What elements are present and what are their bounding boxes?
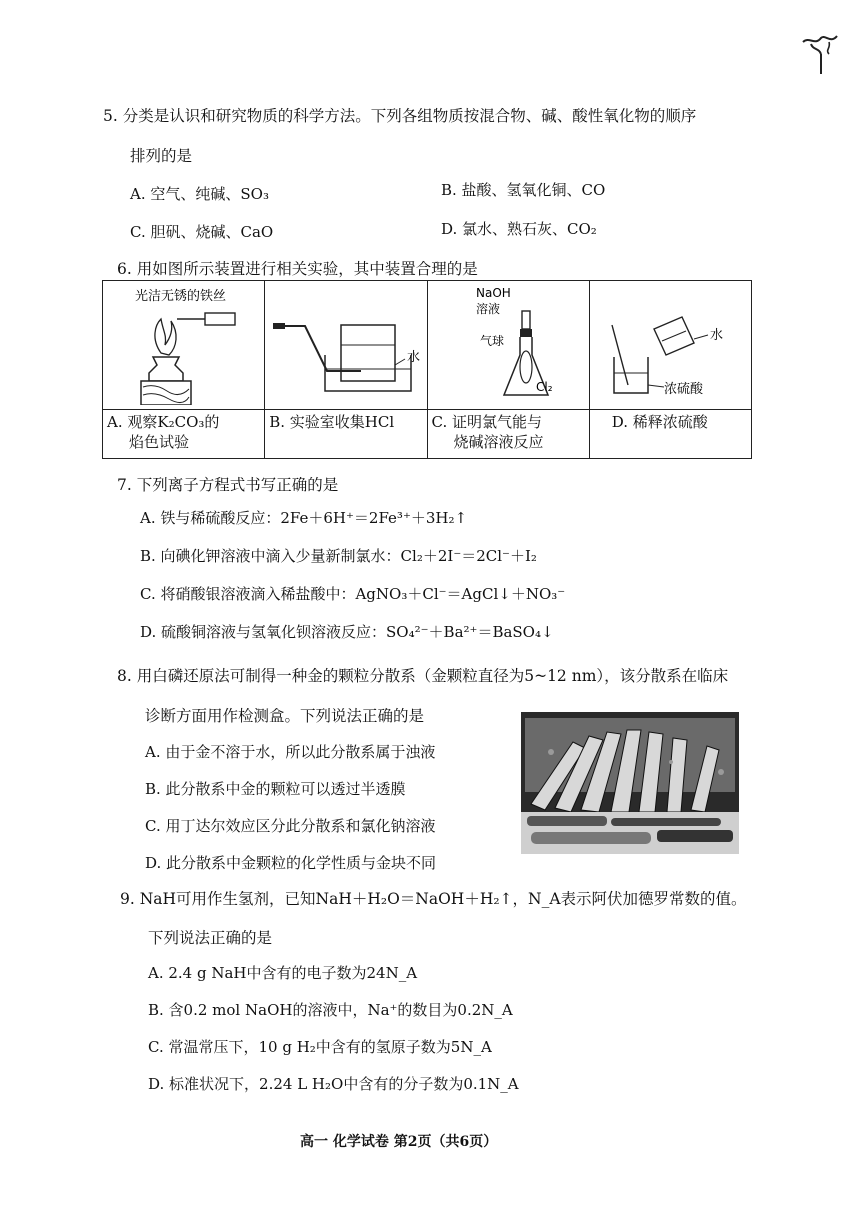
q6-caption-d-line1: D. 稀释浓硫酸 bbox=[611, 413, 708, 431]
fig-b-label-water: 水 bbox=[407, 350, 421, 365]
fig-d-dilute-sulfuric-acid bbox=[589, 281, 751, 410]
fig-c-drawing bbox=[428, 281, 590, 405]
fig-c-label-solution: 溶液 bbox=[475, 302, 500, 316]
q9-stem-line1: 9. NaH可用作生氢剂，已知NaH＋H₂O＝NaOH＋H₂↑，N_A表示阿伏加德罗常数的值。 bbox=[120, 890, 747, 908]
corner-handwritten-mark bbox=[795, 30, 845, 80]
q8-test-kit-photo bbox=[521, 712, 739, 854]
q6-caption-a-line1: A. 观察K₂CO₃的 bbox=[107, 413, 220, 431]
fig-c-label-balloon: 气球 bbox=[479, 334, 504, 348]
q8-stem-line2: 诊断方面用作检测盒。下列说法正确的是 bbox=[145, 707, 425, 725]
q6-caption-d bbox=[589, 410, 751, 459]
q6-caption-c-line2: 烧碱溶液反应 bbox=[453, 433, 544, 451]
q6-caption-c bbox=[427, 410, 589, 459]
q6-caption-a-line2: 焰色试验 bbox=[129, 433, 190, 451]
fig-c-label-naoh: NaOH bbox=[475, 286, 511, 300]
q9-option-c: C. 常温常压下，10 g H₂中含有的氢原子数为5N_A bbox=[148, 1038, 492, 1056]
q6-caption-a bbox=[103, 410, 265, 459]
q7-option-d: D. 硫酸铜溶液与氢氧化钡溶液反应：SO₄²⁻＋Ba²⁺＝BaSO₄↓ bbox=[140, 623, 554, 641]
q9-option-a: A. 2.4 g NaH中含有的电子数为24N_A bbox=[148, 964, 418, 982]
q6-stem: 6. 用如图所示装置进行相关实验，其中装置合理的是 bbox=[117, 260, 478, 278]
fig-b-drawing bbox=[265, 281, 429, 405]
fig-a-label: 光洁无锈的铁丝 bbox=[135, 289, 227, 304]
q8-option-a: A. 由于金不溶于水，所以此分散系属于浊液 bbox=[145, 743, 436, 761]
q7-option-b: B. 向碘化钾溶液中滴入少量新制氯水：Cl₂＋2I⁻＝2Cl⁻＋I₂ bbox=[140, 547, 537, 565]
q5-option-b: B. 盐酸、氢氧化铜、CO bbox=[441, 181, 606, 199]
page-footer: 高一 化学试卷 第2页（共6页） bbox=[300, 1134, 498, 1150]
fig-d-label-water: 水 bbox=[709, 328, 723, 343]
q7-stem: 7. 下列离子方程式书写正确的是 bbox=[117, 476, 339, 494]
fig-a-flame-test bbox=[103, 281, 265, 410]
fig-d-drawing bbox=[590, 281, 750, 405]
q7-option-c: C. 将硝酸银溶液滴入稀盐酸中：AgNO₃＋Cl⁻＝AgCl↓＋NO₃⁻ bbox=[140, 585, 566, 603]
fig-b-gas-collection bbox=[265, 281, 427, 410]
fig-d-label-acid: 浓硫酸 bbox=[663, 382, 703, 397]
q6-caption-b bbox=[265, 410, 427, 459]
q5-stem-line1: 5. 分类是认识和研究物质的科学方法。下列各组物质按混合物、碱、酸性氧化物的顺序 bbox=[103, 107, 697, 125]
q9-stem-line2: 下列说法正确的是 bbox=[148, 929, 273, 947]
q5-option-a: A. 空气、纯碱、SO₃ bbox=[130, 185, 269, 203]
q6-caption-c-line1: C. 证明氯气能与 bbox=[431, 413, 542, 431]
q5-option-d: D. 氯水、熟石灰、CO₂ bbox=[441, 220, 597, 238]
q8-option-c: C. 用丁达尔效应区分此分散系和氯化钠溶液 bbox=[145, 817, 436, 835]
q8-option-b: B. 此分散系中金的颗粒可以透过半透膜 bbox=[145, 780, 406, 798]
q9-option-b: B. 含0.2 mol NaOH的溶液中，Na⁺的数目为0.2N_A bbox=[148, 1001, 513, 1019]
q7-option-a: A. 铁与稀硫酸反应：2Fe＋6H⁺＝2Fe³⁺＋3H₂↑ bbox=[140, 509, 468, 527]
fig-c-label-cl2: Cl₂ bbox=[535, 380, 553, 394]
q6-apparatus-table bbox=[102, 280, 752, 459]
q8-option-d: D. 此分散系中金颗粒的化学性质与金块不同 bbox=[145, 854, 437, 872]
q8-stem-line1: 8. 用白磷还原法可制得一种金的颗粒分散系（金颗粒直径为5~12 nm），该分散系在临床 bbox=[117, 667, 729, 685]
q5-option-c: C. 胆矾、烧碱、CaO bbox=[130, 223, 274, 241]
fig-a-drawing bbox=[103, 281, 267, 405]
fig-c-chlorine-reaction bbox=[427, 281, 589, 410]
q9-option-d: D. 标准状况下，2.24 L H₂O中含有的分子数为0.1N_A bbox=[148, 1075, 519, 1093]
q6-caption-b-line1: B. 实验室收集HCl bbox=[269, 413, 395, 431]
q5-stem-line2: 排列的是 bbox=[130, 147, 193, 165]
